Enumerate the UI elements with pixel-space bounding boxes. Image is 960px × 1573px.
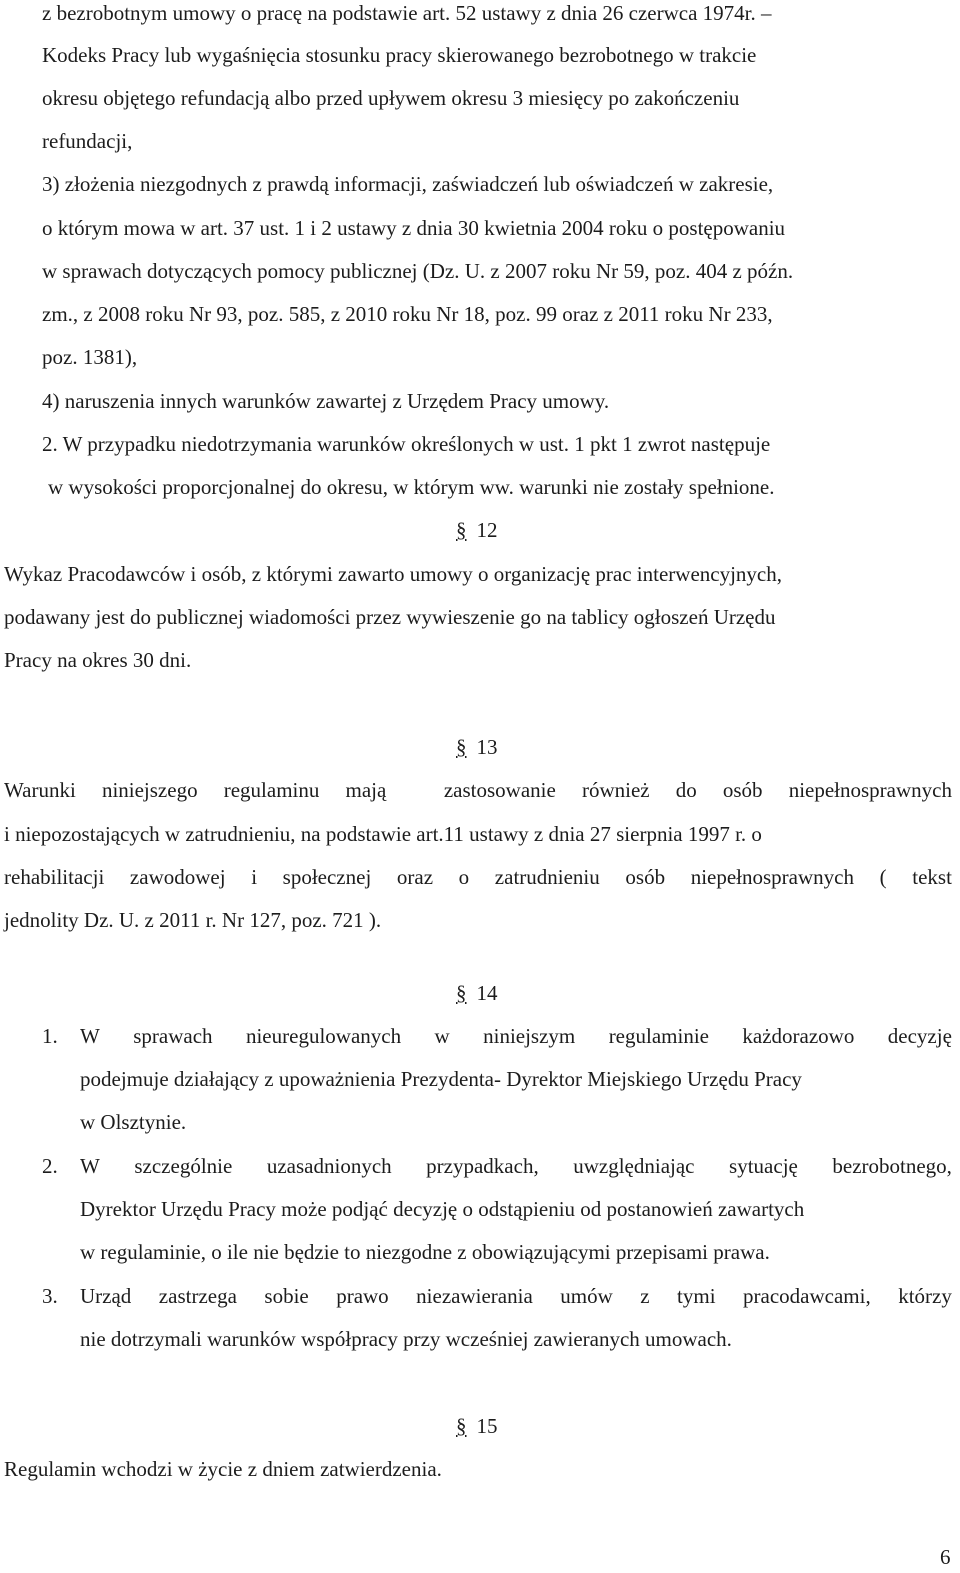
text-line: refundacji,	[42, 129, 133, 153]
section-number: 13	[476, 735, 498, 759]
text-line: poz. 1381),	[42, 345, 138, 369]
section-number: 12	[476, 518, 498, 542]
text-line: rehabilitacji zawodowej i społecznej oraz o zatrudnieniu osób niepełnosprawnych ( tekst	[4, 865, 952, 889]
text-line: jednolity Dz. U. z 2011 r. Nr 127, poz. 721 ).	[4, 908, 382, 932]
text-line: podejmuje działający z upoważnienia Prezydenta- Dyrektor Miejskiego Urzędu Pracy	[80, 1067, 802, 1091]
section-symbol: §	[456, 1414, 467, 1438]
list-marker: 2.	[42, 1154, 58, 1178]
text-line: Regulamin wchodzi w życie z dniem zatwierdzenia.	[4, 1457, 442, 1481]
text-line: Kodeks Pracy lub wygaśnięcia stosunku pracy skierowanego bezrobotnego w trakcie	[42, 43, 757, 67]
list-item-3: 3) złożenia niezgodnych z prawdą informacji, zaświadczeń lub oświadczeń w zakresie,	[42, 172, 774, 196]
text-line: w Olsztynie.	[80, 1110, 187, 1134]
section-heading-15	[456, 1416, 498, 1437]
text-line: nie dotrzymali warunków współpracy przy wcześniej zawieranych umowach.	[80, 1327, 732, 1351]
text-line: w wysokości proporcjonalnej do okresu, w którym ww. warunki nie zostały spełnione.	[48, 475, 775, 499]
text-line: Dyrektor Urzędu Pracy może podjąć decyzję o odstąpieniu od postanowień zawartych	[80, 1197, 805, 1221]
text-line: Urząd zastrzega sobie prawo niezawierania umów z tymi pracodawcami, którzy	[80, 1284, 952, 1308]
text-line: okresu objętego refundacją albo przed upływem okresu 3 miesięcy po zakończeniu	[42, 86, 740, 110]
section-heading-14	[456, 983, 498, 1004]
section-symbol: §	[456, 518, 467, 542]
text-line: i niepozostających w zatrudnieniu, na podstawie art.11 ustawy z dnia 27 sierpnia 1997 r. o	[4, 822, 762, 846]
text-line: Warunki niniejszego regulaminu mają zastosowanie również do osób niepełnosprawnych	[4, 778, 952, 802]
list-marker: 3.	[42, 1284, 58, 1308]
text-line: Pracy na okres 30 dni.	[4, 648, 192, 672]
section-heading-13	[456, 737, 498, 758]
section-symbol: §	[456, 735, 467, 759]
text-line: podawany jest do publicznej wiadomości przez wywieszenie go na tablicy ogłoszeń Urzędu	[4, 605, 776, 629]
section-heading-12	[456, 520, 498, 541]
list-marker: 1.	[42, 1024, 58, 1048]
text-line: o którym mowa w art. 37 ust. 1 i 2 ustawy z dnia 30 kwietnia 2004 roku o postępowaniu	[42, 216, 786, 240]
text-line: W szczególnie uzasadnionych przypadkach, uwzględniając sytuację bezrobotnego,	[80, 1154, 952, 1178]
section-number: 15	[476, 1414, 498, 1438]
text-line: z bezrobotnym umowy o pracę na podstawie art. 52 ustawy z dnia 26 czerwca 1974r. –	[42, 1, 772, 25]
text-line: W sprawach nieuregulowanych w niniejszym regulaminie każdorazowo decyzję	[80, 1024, 952, 1048]
text-line: w regulaminie, o ile nie będzie to niezgodne z obowiązującymi przepisami prawa.	[80, 1240, 770, 1264]
section-symbol: §	[456, 981, 467, 1005]
text-line: Wykaz Pracodawców i osób, z którymi zawarto umowy o organizację prac interwencyjnych,	[4, 562, 782, 586]
section-number: 14	[476, 981, 498, 1005]
list-item-4: 4) naruszenia innych warunków zawartej z Urzędem Pracy umowy.	[42, 389, 610, 413]
paragraph-2: 2. W przypadku niedotrzymania warunków określonych w ust. 1 pkt 1 zwrot następuje	[42, 432, 771, 456]
text-line: w sprawach dotyczących pomocy publicznej (Dz. U. z 2007 roku Nr 59, poz. 404 z późn.	[42, 259, 794, 283]
page-number: 6	[940, 1545, 951, 1569]
text-line: zm., z 2008 roku Nr 93, poz. 585, z 2010 roku Nr 18, poz. 99 oraz z 2011 roku Nr 233,	[42, 302, 773, 326]
